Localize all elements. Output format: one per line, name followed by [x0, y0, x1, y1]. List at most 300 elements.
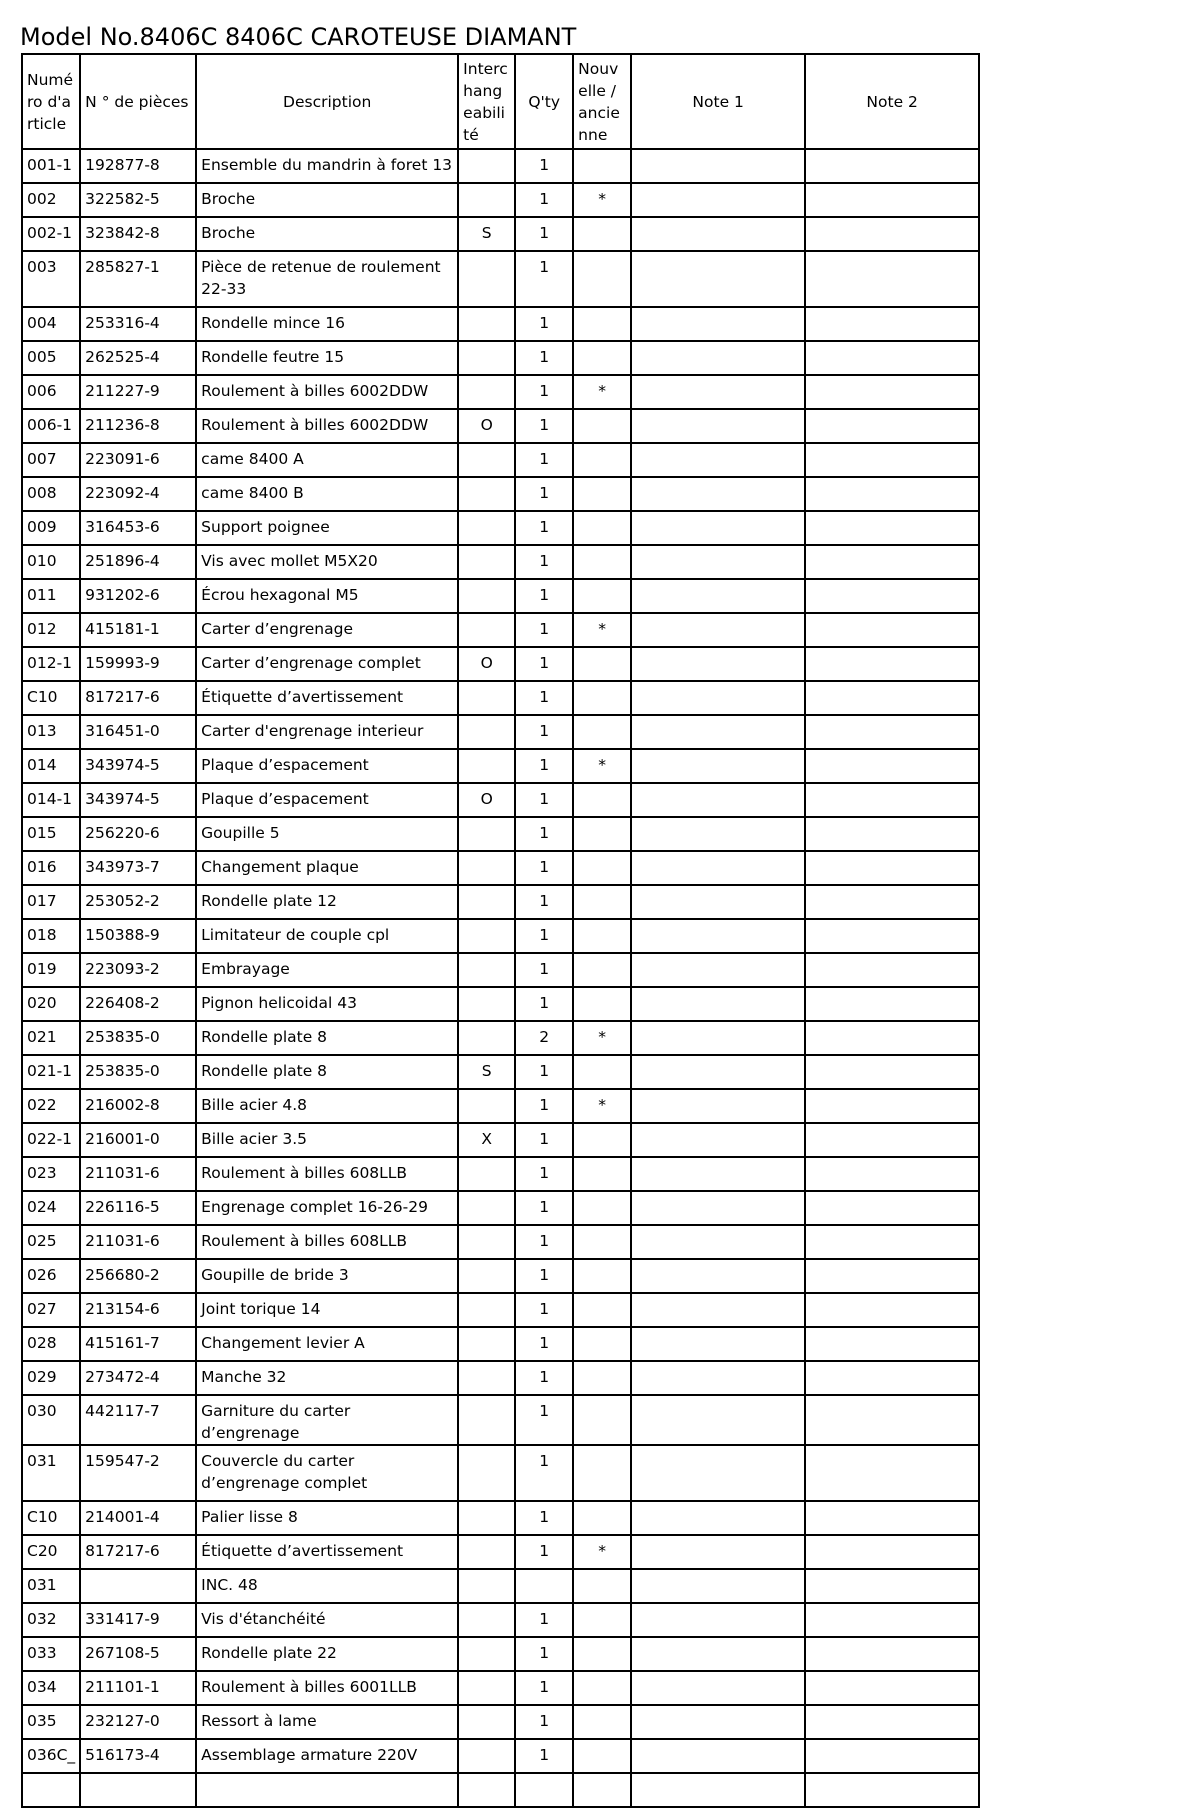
cell-description: Garniture du carter d’engrenage [196, 1395, 458, 1445]
cell-interchangeability: O [458, 647, 515, 681]
cell-description: Ensemble du mandrin à foret 13 [196, 149, 458, 183]
cell-note-2 [805, 987, 979, 1021]
cell-qty: 1 [515, 511, 573, 545]
cell-note-1 [631, 1293, 805, 1327]
cell-qty: 1 [515, 307, 573, 341]
cell-description: Limitateur de couple cpl [196, 919, 458, 953]
cell-description: Rondelle plate 8 [196, 1021, 458, 1055]
cell-description: Carter d'engrenage interieur [196, 715, 458, 749]
cell-interchangeability [458, 885, 515, 919]
table-row [22, 1021, 979, 1055]
table-row [22, 613, 979, 647]
cell-item-no: C10 [22, 1501, 80, 1535]
table-row [22, 1739, 979, 1773]
cell-description: Support poignee [196, 511, 458, 545]
table-row [22, 477, 979, 511]
cell-item-no: 025 [22, 1225, 80, 1259]
cell-description: Goupille de bride 3 [196, 1259, 458, 1293]
cell-part-no: 223093-2 [80, 953, 196, 987]
cell-description: Palier lisse 8 [196, 1501, 458, 1535]
table-row [22, 749, 979, 783]
cell-part-no: 213154-6 [80, 1293, 196, 1327]
cell-item-no: 013 [22, 715, 80, 749]
cell-note-2 [805, 183, 979, 217]
cell-note-1 [631, 647, 805, 681]
cell-new-old [573, 341, 631, 375]
table-row [22, 1055, 979, 1089]
table-row [22, 1501, 979, 1535]
cell-note-2 [805, 885, 979, 919]
cell-new-old [573, 477, 631, 511]
cell-interchangeability [458, 1671, 515, 1705]
table-row [22, 1535, 979, 1569]
cell-part-no: 159547-2 [80, 1445, 196, 1501]
cell-note-2 [805, 953, 979, 987]
cell-part-no [80, 1773, 196, 1807]
cell-item-no: 011 [22, 579, 80, 613]
cell-note-1 [631, 1191, 805, 1225]
cell-note-1 [631, 1739, 805, 1773]
cell-interchangeability [458, 1157, 515, 1191]
cell-interchangeability [458, 545, 515, 579]
cell-interchangeability [458, 1603, 515, 1637]
cell-description: Rondelle feutre 15 [196, 341, 458, 375]
cell-qty: 1 [515, 647, 573, 681]
cell-note-1 [631, 409, 805, 443]
cell-new-old [573, 511, 631, 545]
cell-item-no: 034 [22, 1671, 80, 1705]
cell-interchangeability [458, 715, 515, 749]
cell-qty: 1 [515, 953, 573, 987]
cell-note-1 [631, 885, 805, 919]
cell-note-2 [805, 545, 979, 579]
cell-qty: 1 [515, 885, 573, 919]
cell-note-2 [805, 375, 979, 409]
cell-item-no: 014 [22, 749, 80, 783]
cell-item-no [22, 1773, 80, 1807]
table-row [22, 1569, 979, 1603]
cell-part-no: 211031-6 [80, 1157, 196, 1191]
cell-description: Assemblage armature 220V [196, 1739, 458, 1773]
cell-new-old [573, 217, 631, 251]
cell-part-no: 343974-5 [80, 749, 196, 783]
cell-description: Roulement à billes 608LLB [196, 1157, 458, 1191]
cell-new-old [573, 885, 631, 919]
cell-note-1 [631, 1569, 805, 1603]
cell-new-old: * [573, 375, 631, 409]
cell-description: Étiquette d’avertissement [196, 681, 458, 715]
cell-interchangeability [458, 1395, 515, 1445]
table-row [22, 1603, 979, 1637]
cell-description: INC. 48 [196, 1569, 458, 1603]
cell-note-1 [631, 1327, 805, 1361]
cell-interchangeability [458, 443, 515, 477]
cell-interchangeability [458, 1705, 515, 1739]
cell-item-no: C10 [22, 681, 80, 715]
cell-item-no: 021-1 [22, 1055, 80, 1089]
cell-qty: 1 [515, 375, 573, 409]
cell-qty: 1 [515, 1535, 573, 1569]
cell-new-old [573, 817, 631, 851]
cell-new-old [573, 1671, 631, 1705]
cell-qty: 1 [515, 579, 573, 613]
table-row [22, 1293, 979, 1327]
cell-note-2 [805, 1445, 979, 1501]
cell-note-1 [631, 579, 805, 613]
table-row [22, 817, 979, 851]
cell-note-1 [631, 1637, 805, 1671]
cell-new-old [573, 1327, 631, 1361]
cell-qty: 1 [515, 251, 573, 307]
cell-qty: 1 [515, 783, 573, 817]
cell-note-1 [631, 1395, 805, 1445]
cell-new-old [573, 1361, 631, 1395]
header-item-no: Numéro d'article [22, 54, 80, 149]
cell-qty: 1 [515, 1739, 573, 1773]
cell-note-2 [805, 1395, 979, 1445]
cell-item-no: C20 [22, 1535, 80, 1569]
cell-new-old [573, 251, 631, 307]
cell-interchangeability [458, 681, 515, 715]
cell-interchangeability [458, 919, 515, 953]
cell-note-2 [805, 1191, 979, 1225]
cell-new-old [573, 647, 631, 681]
cell-new-old [573, 1569, 631, 1603]
cell-description: Embrayage [196, 953, 458, 987]
cell-qty: 1 [515, 1671, 573, 1705]
cell-new-old [573, 1395, 631, 1445]
cell-part-no: 251896-4 [80, 545, 196, 579]
cell-note-2 [805, 341, 979, 375]
cell-item-no: 009 [22, 511, 80, 545]
cell-note-2 [805, 613, 979, 647]
cell-part-no: 216001-0 [80, 1123, 196, 1157]
cell-note-2 [805, 1089, 979, 1123]
cell-description: Couvercle du carter d’engrenage complet [196, 1445, 458, 1501]
cell-qty: 1 [515, 477, 573, 511]
cell-note-1 [631, 1671, 805, 1705]
cell-part-no: 316453-6 [80, 511, 196, 545]
cell-new-old [573, 1445, 631, 1501]
cell-part-no: 223091-6 [80, 443, 196, 477]
cell-qty: 1 [515, 919, 573, 953]
cell-item-no: 030 [22, 1395, 80, 1445]
cell-interchangeability [458, 1637, 515, 1671]
cell-new-old [573, 1293, 631, 1327]
cell-qty: 1 [515, 217, 573, 251]
cell-description: Carter d’engrenage [196, 613, 458, 647]
cell-note-1 [631, 1445, 805, 1501]
cell-qty: 1 [515, 1191, 573, 1225]
cell-interchangeability [458, 1293, 515, 1327]
cell-interchangeability [458, 1327, 515, 1361]
cell-note-1 [631, 681, 805, 715]
cell-note-2 [805, 307, 979, 341]
cell-description: Rondelle mince 16 [196, 307, 458, 341]
cell-interchangeability [458, 817, 515, 851]
document-title: Model No.8406C 8406C CAROTEUSE DIAMANT [20, 23, 577, 51]
cell-note-2 [805, 1259, 979, 1293]
cell-note-2 [805, 251, 979, 307]
cell-part-no: 253835-0 [80, 1021, 196, 1055]
cell-note-2 [805, 217, 979, 251]
cell-interchangeability [458, 1225, 515, 1259]
table-row [22, 251, 979, 307]
cell-interchangeability [458, 251, 515, 307]
cell-note-2 [805, 647, 979, 681]
table-row [22, 953, 979, 987]
header-interchangeability: Interchangeabilité [458, 54, 515, 149]
cell-interchangeability [458, 987, 515, 1021]
cell-note-1 [631, 783, 805, 817]
cell-part-no: 343974-5 [80, 783, 196, 817]
cell-interchangeability [458, 1569, 515, 1603]
cell-item-no: 010 [22, 545, 80, 579]
cell-note-1 [631, 817, 805, 851]
cell-note-2 [805, 1773, 979, 1807]
cell-note-2 [805, 149, 979, 183]
table-row [22, 1445, 979, 1501]
table-row [22, 1361, 979, 1395]
cell-note-2 [805, 919, 979, 953]
cell-note-1 [631, 1535, 805, 1569]
cell-interchangeability: O [458, 783, 515, 817]
cell-new-old [573, 783, 631, 817]
cell-item-no: 018 [22, 919, 80, 953]
cell-part-no: 226408-2 [80, 987, 196, 1021]
cell-qty: 1 [515, 1225, 573, 1259]
cell-new-old [573, 1773, 631, 1807]
cell-new-old: * [573, 1535, 631, 1569]
table-row [22, 1259, 979, 1293]
cell-description: Roulement à billes 6001LLB [196, 1671, 458, 1705]
cell-item-no: 033 [22, 1637, 80, 1671]
cell-description: Pignon helicoidal 43 [196, 987, 458, 1021]
cell-note-1 [631, 1259, 805, 1293]
cell-note-1 [631, 217, 805, 251]
cell-part-no: 516173-4 [80, 1739, 196, 1773]
cell-qty: 1 [515, 1089, 573, 1123]
cell-interchangeability: S [458, 1055, 515, 1089]
cell-qty: 1 [515, 715, 573, 749]
cell-new-old [573, 1739, 631, 1773]
cell-item-no: 001-1 [22, 149, 80, 183]
cell-note-2 [805, 1603, 979, 1637]
header-note-1: Note 1 [631, 54, 805, 149]
cell-interchangeability [458, 579, 515, 613]
cell-part-no: 256680-2 [80, 1259, 196, 1293]
cell-new-old [573, 1123, 631, 1157]
cell-item-no: 005 [22, 341, 80, 375]
cell-new-old [573, 1191, 631, 1225]
cell-note-2 [805, 1535, 979, 1569]
cell-description: came 8400 A [196, 443, 458, 477]
cell-interchangeability [458, 1445, 515, 1501]
cell-note-1 [631, 1089, 805, 1123]
table-row [22, 409, 979, 443]
cell-note-1 [631, 953, 805, 987]
cell-note-2 [805, 1021, 979, 1055]
cell-new-old [573, 1705, 631, 1739]
cell-interchangeability [458, 1089, 515, 1123]
cell-interchangeability [458, 477, 515, 511]
cell-new-old [573, 919, 631, 953]
cell-part-no: 211236-8 [80, 409, 196, 443]
cell-note-1 [631, 1773, 805, 1807]
cell-part-no: 192877-8 [80, 149, 196, 183]
cell-note-1 [631, 1157, 805, 1191]
cell-description: Changement plaque [196, 851, 458, 885]
cell-interchangeability [458, 1535, 515, 1569]
cell-description: Joint torique 14 [196, 1293, 458, 1327]
cell-note-2 [805, 1501, 979, 1535]
table-row [22, 715, 979, 749]
table-row [22, 851, 979, 885]
cell-note-2 [805, 579, 979, 613]
cell-part-no: 262525-4 [80, 341, 196, 375]
cell-interchangeability [458, 749, 515, 783]
cell-item-no: 022-1 [22, 1123, 80, 1157]
table-row [22, 545, 979, 579]
cell-description: Écrou hexagonal M5 [196, 579, 458, 613]
cell-description: Rondelle plate 22 [196, 1637, 458, 1671]
cell-part-no: 226116-5 [80, 1191, 196, 1225]
cell-note-1 [631, 149, 805, 183]
cell-note-1 [631, 851, 805, 885]
cell-item-no: 019 [22, 953, 80, 987]
cell-qty: 1 [515, 1055, 573, 1089]
cell-qty: 1 [515, 341, 573, 375]
cell-new-old [573, 987, 631, 1021]
header-note-2: Note 2 [805, 54, 979, 149]
cell-qty: 1 [515, 987, 573, 1021]
cell-interchangeability [458, 1501, 515, 1535]
cell-item-no: 036C_ [22, 1739, 80, 1773]
cell-note-1 [631, 477, 805, 511]
cell-description: Rondelle plate 12 [196, 885, 458, 919]
cell-qty: 1 [515, 681, 573, 715]
cell-description: Plaque d’espacement [196, 783, 458, 817]
cell-description: Bille acier 3.5 [196, 1123, 458, 1157]
cell-qty: 1 [515, 1123, 573, 1157]
cell-description: Plaque d’espacement [196, 749, 458, 783]
cell-interchangeability [458, 183, 515, 217]
cell-note-1 [631, 919, 805, 953]
cell-new-old [573, 1055, 631, 1089]
cell-new-old [573, 1157, 631, 1191]
cell-note-1 [631, 341, 805, 375]
table-row [22, 341, 979, 375]
cell-description: Bille acier 4.8 [196, 1089, 458, 1123]
cell-part-no: 817217-6 [80, 681, 196, 715]
header-new-old: Nouvelle / ancienne [573, 54, 631, 149]
cell-part-no: 223092-4 [80, 477, 196, 511]
cell-part-no: 211101-1 [80, 1671, 196, 1705]
cell-note-1 [631, 987, 805, 1021]
table-row [22, 149, 979, 183]
cell-qty: 1 [515, 1361, 573, 1395]
cell-qty [515, 1569, 573, 1603]
cell-item-no: 028 [22, 1327, 80, 1361]
cell-new-old: * [573, 613, 631, 647]
table-row [22, 1637, 979, 1671]
cell-interchangeability [458, 511, 515, 545]
cell-part-no: 253052-2 [80, 885, 196, 919]
cell-item-no: 022 [22, 1089, 80, 1123]
cell-qty: 1 [515, 1603, 573, 1637]
cell-description: Roulement à billes 6002DDW [196, 375, 458, 409]
table-row [22, 1225, 979, 1259]
cell-part-no: 256220-6 [80, 817, 196, 851]
cell-note-1 [631, 613, 805, 647]
cell-item-no: 027 [22, 1293, 80, 1327]
cell-note-2 [805, 1157, 979, 1191]
cell-note-1 [631, 443, 805, 477]
header-qty: Q'ty [515, 54, 573, 149]
cell-note-1 [631, 1123, 805, 1157]
cell-item-no: 024 [22, 1191, 80, 1225]
cell-part-no: 159993-9 [80, 647, 196, 681]
cell-note-2 [805, 817, 979, 851]
table-row [22, 1705, 979, 1739]
cell-note-2 [805, 409, 979, 443]
cell-description: Ressort à lame [196, 1705, 458, 1739]
cell-interchangeability [458, 341, 515, 375]
cell-qty: 2 [515, 1021, 573, 1055]
cell-new-old [573, 443, 631, 477]
cell-part-no: 931202-6 [80, 579, 196, 613]
cell-item-no: 014-1 [22, 783, 80, 817]
cell-note-2 [805, 749, 979, 783]
table-row [22, 183, 979, 217]
cell-note-1 [631, 375, 805, 409]
cell-new-old: * [573, 1089, 631, 1123]
cell-interchangeability [458, 375, 515, 409]
cell-description: Étiquette d’avertissement [196, 1535, 458, 1569]
table-row [22, 1395, 979, 1445]
table-row [22, 1191, 979, 1225]
cell-description: Roulement à billes 6002DDW [196, 409, 458, 443]
cell-item-no: 012 [22, 613, 80, 647]
cell-item-no: 012-1 [22, 647, 80, 681]
cell-new-old [573, 409, 631, 443]
cell-item-no: 006 [22, 375, 80, 409]
cell-new-old [573, 545, 631, 579]
cell-description: Vis d'étanchéité [196, 1603, 458, 1637]
cell-new-old: * [573, 1021, 631, 1055]
cell-description: Carter d’engrenage complet [196, 647, 458, 681]
table-row [22, 307, 979, 341]
cell-qty: 1 [515, 1327, 573, 1361]
cell-interchangeability [458, 1191, 515, 1225]
cell-item-no: 017 [22, 885, 80, 919]
table-row [22, 1123, 979, 1157]
cell-description: Pièce de retenue de roulement 22-33 [196, 251, 458, 307]
cell-note-1 [631, 1501, 805, 1535]
cell-note-1 [631, 183, 805, 217]
cell-note-1 [631, 1021, 805, 1055]
cell-part-no: 150388-9 [80, 919, 196, 953]
cell-note-2 [805, 1739, 979, 1773]
cell-part-no [80, 1569, 196, 1603]
cell-part-no: 214001-4 [80, 1501, 196, 1535]
cell-item-no: 003 [22, 251, 80, 307]
cell-note-2 [805, 681, 979, 715]
cell-note-2 [805, 1225, 979, 1259]
cell-note-2 [805, 1705, 979, 1739]
cell-part-no: 273472-4 [80, 1361, 196, 1395]
cell-part-no: 232127-0 [80, 1705, 196, 1739]
